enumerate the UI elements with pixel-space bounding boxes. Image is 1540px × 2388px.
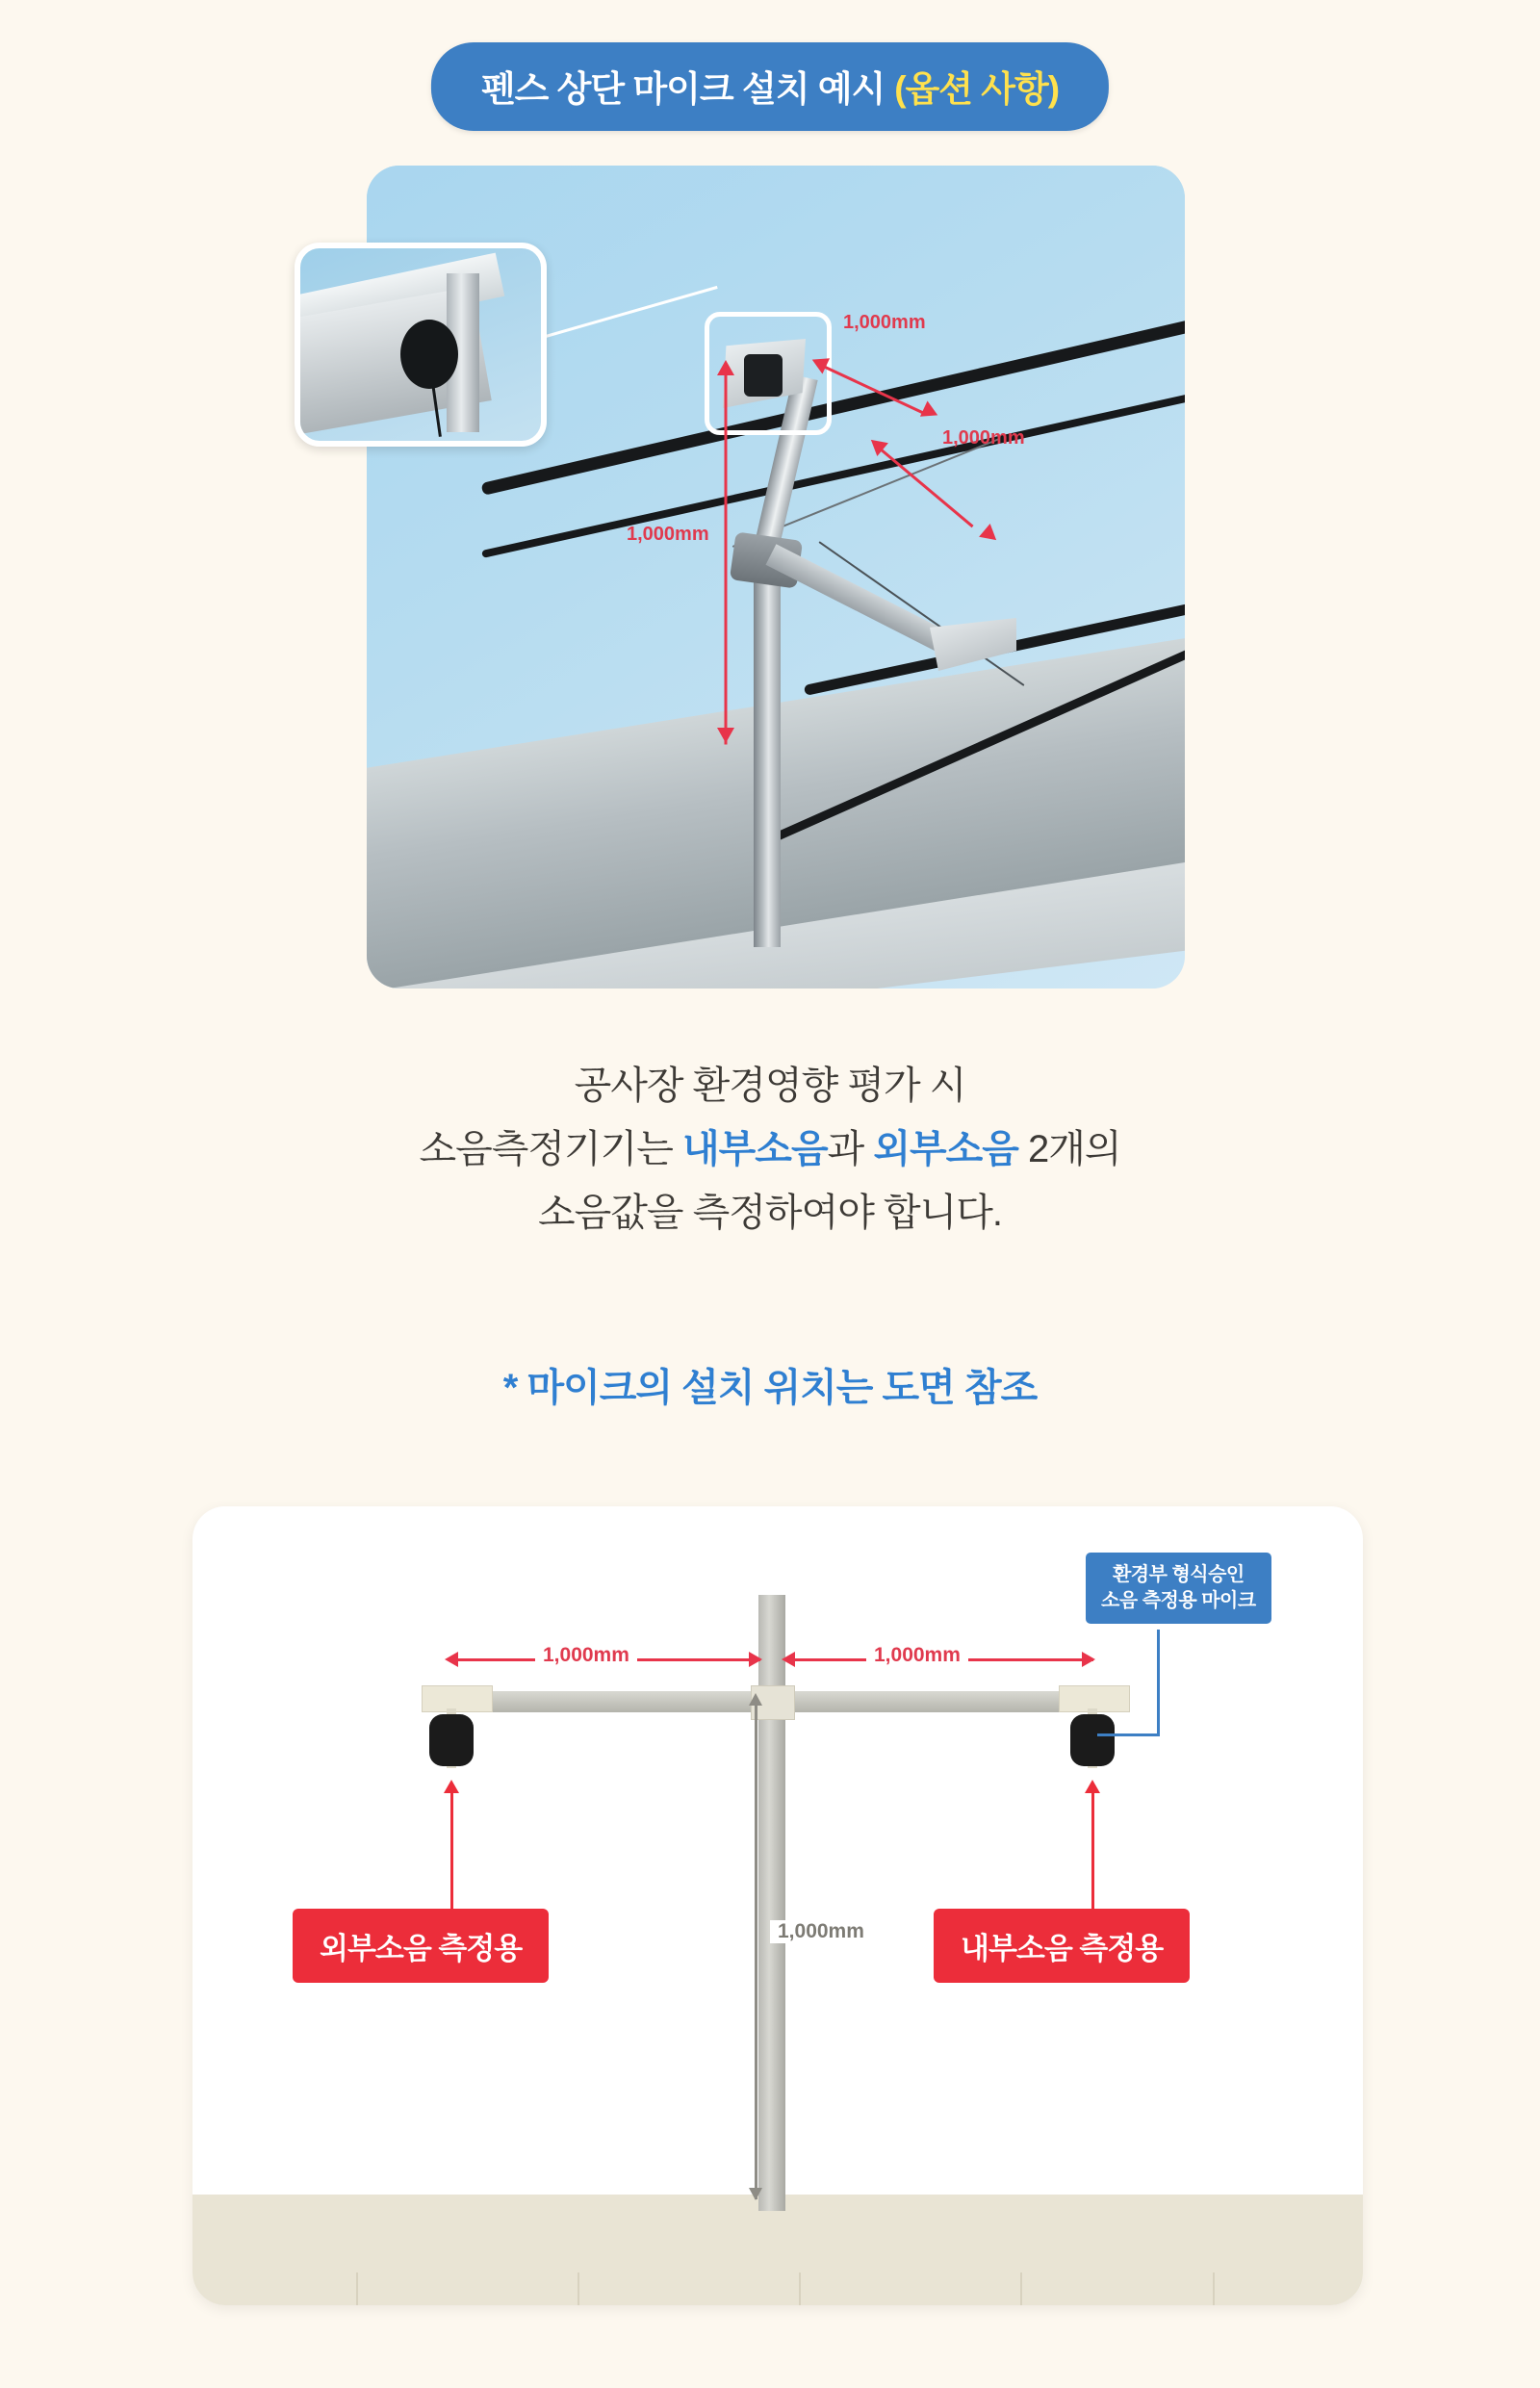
body-line-2-post: 2개의 <box>1017 1128 1121 1170</box>
ground-tick-3 <box>799 2272 801 2305</box>
callout-connector-horizontal <box>1097 1733 1160 1736</box>
body-paragraph <box>0 1054 1540 1245</box>
body-line-2-mid: 과 <box>827 1128 874 1170</box>
mic-closeup-inset <box>295 243 547 447</box>
callout-line-2: 소음 측정용 마이크 <box>1101 1590 1256 1611</box>
reference-note: * 마이크의 설치 위치는 도면 참조 <box>502 1367 1038 1409</box>
body-line-2-pre: 소음측정기기는 <box>419 1128 683 1170</box>
dim-line-vertical <box>725 370 728 745</box>
diagram-endcap-left <box>422 1685 493 1712</box>
dim-label-vertical: 1,000mm <box>627 524 709 545</box>
diagram-dim-label-right: 1,000mm <box>866 1644 968 1667</box>
dim-arrowhead-vertical-top <box>717 360 734 375</box>
inset-microphone <box>400 320 458 389</box>
page-title-main: 펜스 상단 마이크 설치 예시 <box>480 69 886 109</box>
fence-post <box>754 543 781 947</box>
body-keyword-outer: 외부소음 <box>873 1128 1018 1170</box>
diagram-dim-arrow-right-start <box>782 1652 795 1667</box>
inner-label-arrowhead <box>1085 1780 1100 1793</box>
diagram-microphone-inner <box>1070 1714 1115 1766</box>
dim-label-side: 1,000mm <box>942 427 1025 449</box>
body-keyword-inner: 내부소음 <box>682 1128 828 1170</box>
installation-photo-block <box>367 166 1185 989</box>
dim-arrowhead-vertical-bottom <box>717 728 734 743</box>
installation-diagram-card <box>192 1506 1363 2305</box>
callout-connector-vertical <box>1157 1630 1160 1735</box>
diagram-dim-arrow-left-start <box>445 1652 458 1667</box>
callout-approved-mic <box>1086 1553 1271 1624</box>
diagram-dim-arrow-vert-top <box>749 1693 762 1706</box>
label-outer-noise: 외부소음 측정용 <box>293 1909 549 1983</box>
ground-tick-4 <box>1020 2272 1022 2305</box>
ground-tick-2 <box>578 2272 579 2305</box>
diagram-dim-arrow-right-end <box>1082 1652 1095 1667</box>
diagram-dim-line-vertical <box>755 1699 757 2199</box>
body-line-3: 소음값을 측정하여야 합니다. <box>537 1192 1003 1234</box>
body-line-1: 공사장 환경영향 평가 시 <box>574 1065 966 1107</box>
page-title-accent: (옵션 사항) <box>894 69 1060 109</box>
inner-label-connector <box>1091 1787 1094 1913</box>
page-title-banner <box>431 42 1109 131</box>
ground-tick-5 <box>1213 2272 1215 2305</box>
outer-label-arrowhead <box>444 1780 459 1793</box>
callout-line-1: 환경부 형식승인 <box>1112 1564 1245 1585</box>
diagram-dim-arrow-left-end <box>749 1652 762 1667</box>
diagram-dim-arrow-vert-bottom <box>749 2188 762 2200</box>
diagram-dim-label-vertical: 1,000mm <box>770 1920 872 1943</box>
body-line-2 <box>0 1117 1540 1181</box>
diagram-microphone-outer <box>429 1714 474 1766</box>
diagram-dim-label-left: 1,000mm <box>535 1644 637 1667</box>
dim-label-top: 1,000mm <box>843 312 926 333</box>
ground-tick-1 <box>356 2272 358 2305</box>
label-inner-noise: 내부소음 측정용 <box>934 1909 1190 1983</box>
diagram-ground <box>192 2195 1363 2305</box>
outer-label-connector <box>450 1787 453 1913</box>
